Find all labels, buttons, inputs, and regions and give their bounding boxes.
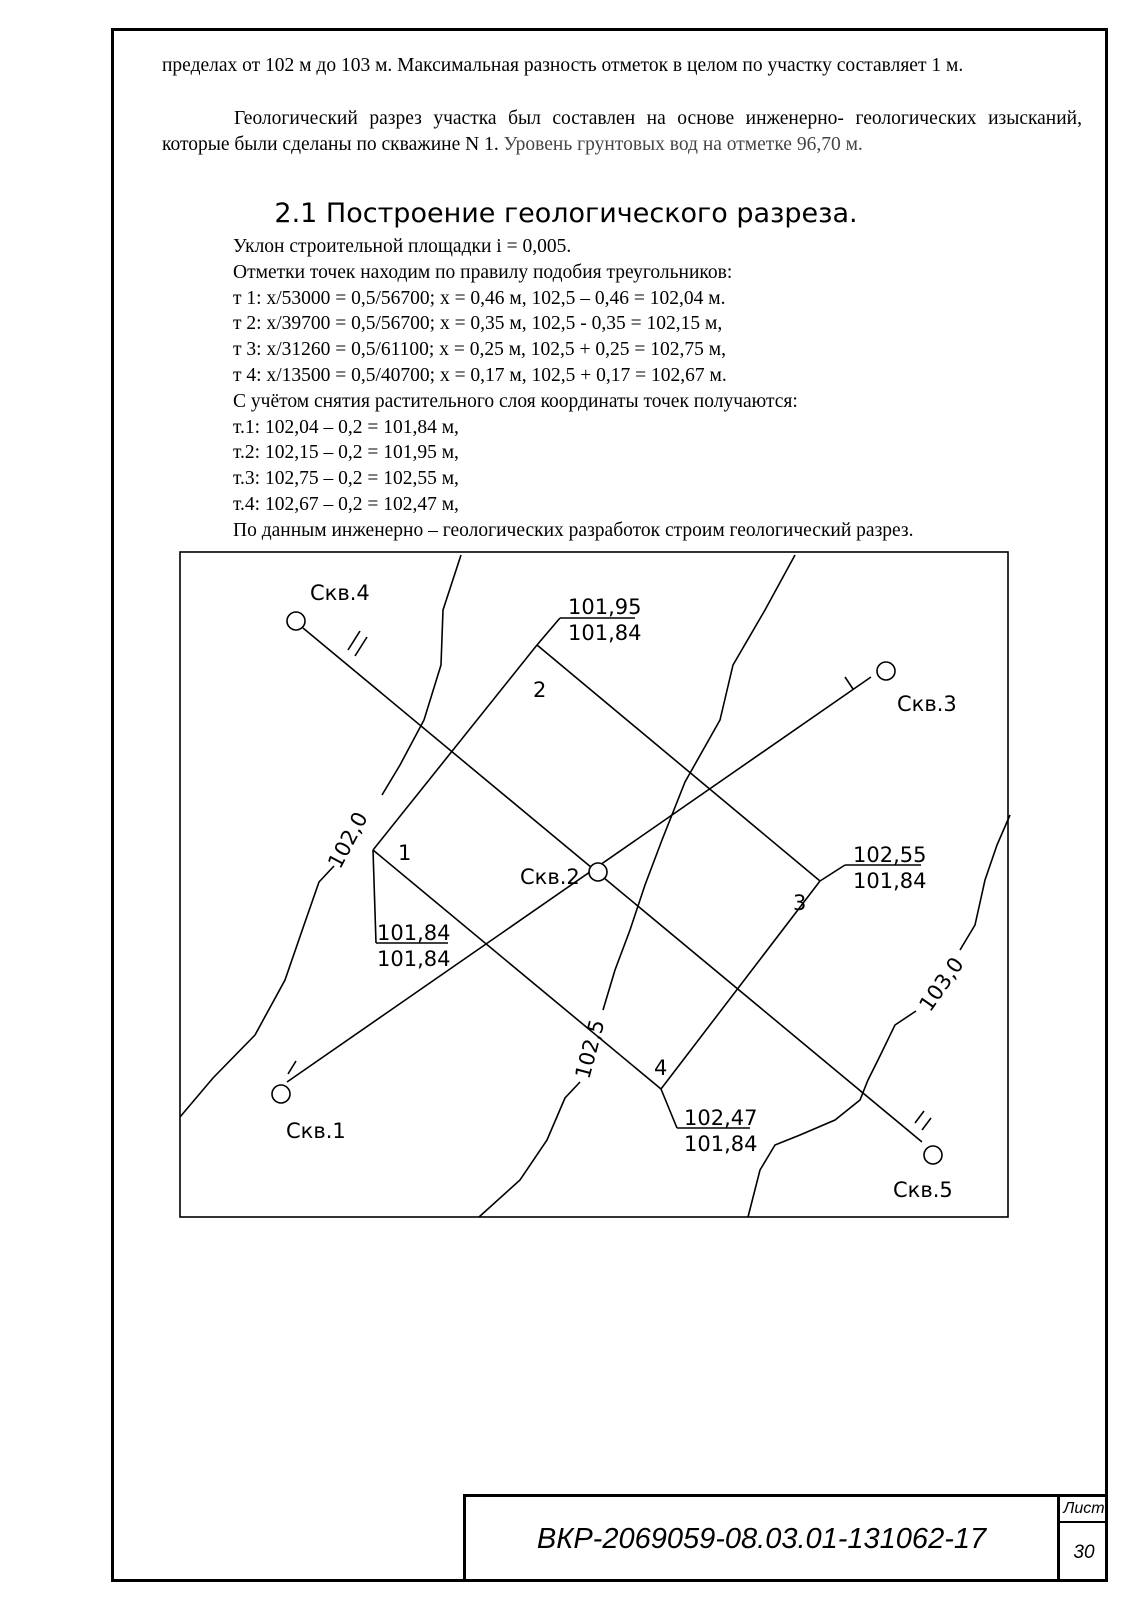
point-4-elev-bottom: 101,84 <box>684 1132 758 1156</box>
borehole-1-label: Скв.1 <box>286 1119 346 1143</box>
contour-102-upper <box>382 555 461 795</box>
sheet-label: Лист <box>1060 1497 1108 1523</box>
leader-2 <box>537 618 560 645</box>
borehole-2-label: Скв.2 <box>520 865 580 889</box>
point-3-elev-top: 102,55 <box>853 843 927 867</box>
calculation-line: т 1: x/53000 = 0,5/56700; x = 0,46 м, 102,5 – 0,46 = 102,04 м. <box>233 287 726 309</box>
paragraph-2-main: Геологический разрез участка был составлен на основе инженерно- геологических изысканий, которые были сделаны по скважине N 1. <box>162 108 1082 155</box>
borehole-1-symbol <box>272 1085 290 1103</box>
mark-single-1 <box>845 677 853 689</box>
calculation-line: Уклон строительной площадки i = 0,005. <box>233 236 572 257</box>
section-heading: 2.1 Построение геологического разреза. <box>274 198 858 229</box>
point-2-elev-bottom: 101,84 <box>568 621 642 645</box>
contour-103-label: 103,0 <box>914 952 969 1016</box>
calculation-line: Отметки точек находим по правилу подобия треугольников: <box>233 261 733 283</box>
sheet-number: 30 <box>1073 1542 1095 1563</box>
borehole-4-symbol <box>287 612 305 630</box>
point-1-elev-top: 101,84 <box>377 921 451 945</box>
contour-1025-lower <box>479 1082 580 1217</box>
document-code: ВКР-2069059-08.03.01-131062-17 <box>536 1523 987 1555</box>
borehole-4-label: Скв.4 <box>310 581 370 605</box>
calculation-line: т 2: x/39700 = 0,5/56700; x = 0,35 м, 102,5 - 0,35 = 102,15 м, <box>233 313 723 335</box>
paragraph-2-groundwater: Уровень грунтовых вод на отметке 96,70 м. <box>498 134 863 155</box>
point-3-elev-bottom: 101,84 <box>853 869 927 893</box>
borehole-5-symbol <box>924 1146 942 1164</box>
calculation-line: т.3: 102,75 – 0,2 = 102,55 м, <box>233 468 459 490</box>
point-3-number: 3 <box>793 891 807 915</box>
leader-4 <box>661 1089 677 1128</box>
leader-1 <box>373 850 376 943</box>
point-2-elev-top: 101,95 <box>568 595 642 619</box>
calculation-line: т.4: 102,67 – 0,2 = 102,47 м, <box>233 493 459 515</box>
calculation-line: С учётом снятия растительного слоя координаты точек получаются: <box>233 390 798 412</box>
calculation-line: т 4: x/13500 = 0,5/40700; x = 0,17 м, 102,5 + 0,17 = 102,67 м. <box>233 364 727 386</box>
point-4-number: 4 <box>654 1056 668 1080</box>
borehole-5-label: Скв.5 <box>893 1178 953 1202</box>
mark-double-2b <box>922 1118 931 1130</box>
contour-102-lower <box>180 866 334 1117</box>
point-1-elev-bottom: 101,84 <box>377 947 451 971</box>
leader-3 <box>820 865 845 881</box>
contour-103-upper <box>960 815 1010 950</box>
sheet-box <box>1057 1494 1108 1582</box>
calculation-line: т.2: 102,15 – 0,2 = 101,95 м, <box>233 442 459 464</box>
calculation-line: т.1: 102,04 – 0,2 = 101,84 м, <box>233 416 459 438</box>
paragraph-1: пределах от 102 м до 103 м. Максимальная разность отметок в целом по участку составляет 1 м. <box>162 55 964 76</box>
borehole-2-symbol <box>589 863 607 881</box>
point-2-number: 2 <box>533 678 547 702</box>
link-2-3 <box>537 645 820 881</box>
title-block <box>463 1494 1057 1582</box>
mark-double-2a <box>915 1111 924 1123</box>
borehole-3-symbol <box>877 662 895 680</box>
mark-double-1a <box>348 631 360 650</box>
mark-single-2 <box>288 1061 296 1074</box>
contour-103-lower <box>748 1011 916 1217</box>
point-4-elev-top: 102,47 <box>684 1106 758 1130</box>
mark-double-1b <box>355 637 367 656</box>
link-1-2 <box>373 645 537 850</box>
calculation-line: т 3: x/31260 = 0,5/61100; x = 0,25 м, 102,5 + 0,25 = 102,75 м, <box>233 339 727 361</box>
point-1-number: 1 <box>398 841 412 865</box>
borehole-3-label: Скв.3 <box>897 692 957 716</box>
calculation-line: По данным инженерно – геологических разработок строим геологический разрез. <box>233 519 914 541</box>
contour-102-label: 102,0 <box>323 807 373 873</box>
contour-1025-label: 102,5 <box>570 1017 610 1082</box>
